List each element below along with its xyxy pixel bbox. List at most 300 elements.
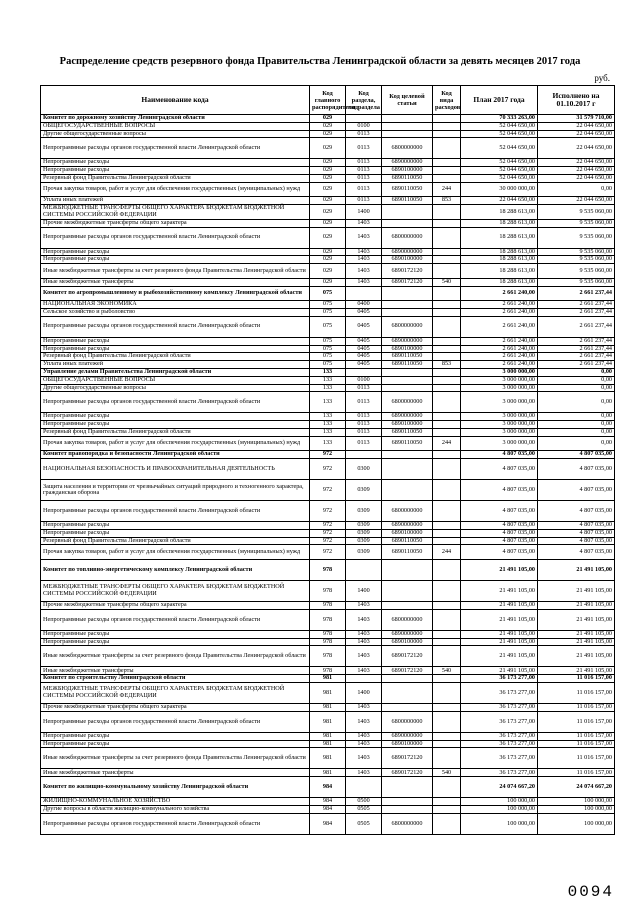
cell-name: Уплата иных платежей bbox=[41, 361, 310, 369]
cell-name: Комитет по жилищно-коммунальному хозяйству Ленинградской области bbox=[41, 777, 310, 798]
cell-name: Непрограммные расходы bbox=[41, 638, 310, 646]
table-row bbox=[41, 451, 615, 459]
cell-name: Прочая закупка товаров, работ и услуг для обеспечения государственных (муниципальных) нужд bbox=[41, 545, 310, 560]
cell-grbs: 978 bbox=[310, 560, 346, 581]
cell-razdel: 0113 bbox=[346, 436, 382, 451]
cell-vr bbox=[433, 560, 461, 581]
cell-csr bbox=[382, 301, 433, 309]
cell-csr: 6800000000 bbox=[382, 138, 433, 159]
cell-name: Непрограммные расходы органов государственной власти Ленинградской области bbox=[41, 392, 310, 413]
cell-name: Резервный фонд Правительства Ленинградской области bbox=[41, 353, 310, 361]
cell-csr bbox=[382, 122, 433, 130]
cell-grbs: 029 bbox=[310, 182, 346, 197]
cell-vr bbox=[433, 376, 461, 384]
cell-vr bbox=[433, 337, 461, 345]
document-title: Распределение средств резервного фонда Правительства Ленинградской области за девять месяцев 2017 года bbox=[59, 56, 581, 67]
cell-exec: 4 807 035,00 bbox=[538, 529, 615, 537]
cell-vr bbox=[433, 308, 461, 316]
header-plan: План 2017 года bbox=[461, 86, 538, 115]
cell-grbs: 029 bbox=[310, 122, 346, 130]
cell-exec: 11 016 157,00 bbox=[538, 769, 615, 777]
cell-name: Непрограммные расходы bbox=[41, 345, 310, 353]
cell-vr: 853 bbox=[433, 197, 461, 205]
cell-exec: 11 016 157,00 bbox=[538, 740, 615, 748]
cell-razdel: 1403 bbox=[346, 711, 382, 732]
cell-name: Непрограммные расходы органов государственной власти Ленинградской области bbox=[41, 138, 310, 159]
table-row bbox=[41, 501, 615, 522]
cell-plan: 2 661 240,00 bbox=[461, 308, 538, 316]
cell-grbs: 075 bbox=[310, 316, 346, 337]
cell-name: НАЦИОНАЛЬНАЯ БЕЗОПАСНОСТЬ И ПРАВООХРАНИТЕЛЬНАЯ ДЕЯТЕЛЬНОСТЬ bbox=[41, 459, 310, 480]
cell-csr: 6890110050 bbox=[382, 537, 433, 545]
cell-grbs: 029 bbox=[310, 264, 346, 279]
cell-razdel: 0113 bbox=[346, 159, 382, 167]
cell-razdel: 1403 bbox=[346, 248, 382, 256]
cell-vr bbox=[433, 130, 461, 138]
cell-vr bbox=[433, 602, 461, 610]
cell-exec: 0,00 bbox=[538, 368, 615, 376]
cell-csr: 6890100000 bbox=[382, 638, 433, 646]
cell-grbs: 029 bbox=[310, 130, 346, 138]
cell-plan: 2 661 240,00 bbox=[461, 301, 538, 309]
table-row bbox=[41, 174, 615, 182]
cell-csr: 6800000000 bbox=[382, 711, 433, 732]
cell-razdel: 1403 bbox=[346, 740, 382, 748]
cell-csr bbox=[382, 384, 433, 392]
cell-csr: 6890110050 bbox=[382, 428, 433, 436]
cell-vr bbox=[433, 384, 461, 392]
cell-grbs: 978 bbox=[310, 638, 346, 646]
cell-name: Непрограммные расходы bbox=[41, 740, 310, 748]
cell-name: Прочая закупка товаров, работ и услуг для обеспечения государственных (муниципальных) нужд bbox=[41, 182, 310, 197]
cell-plan: 100 000,00 bbox=[461, 806, 538, 814]
cell-razdel: 0113 bbox=[346, 421, 382, 429]
cell-plan: 52 044 650,00 bbox=[461, 159, 538, 167]
cell-grbs: 981 bbox=[310, 769, 346, 777]
cell-grbs: 133 bbox=[310, 413, 346, 421]
cell-csr: 6890000000 bbox=[382, 630, 433, 638]
cell-vr bbox=[433, 219, 461, 227]
cell-vr bbox=[433, 777, 461, 798]
cell-grbs: 972 bbox=[310, 459, 346, 480]
cell-plan: 18 288 613,00 bbox=[461, 227, 538, 248]
cell-name: Непрограммные расходы bbox=[41, 529, 310, 537]
cell-plan: 4 807 035,00 bbox=[461, 522, 538, 530]
cell-exec: 0,00 bbox=[538, 182, 615, 197]
cell-exec: 11 016 157,00 bbox=[538, 732, 615, 740]
table-row bbox=[41, 675, 615, 683]
cell-csr: 6890100000 bbox=[382, 256, 433, 264]
cell-plan: 4 807 035,00 bbox=[461, 537, 538, 545]
cell-name: Иные межбюджетные трансферты bbox=[41, 278, 310, 286]
cell-grbs: 981 bbox=[310, 748, 346, 769]
table-row bbox=[41, 286, 615, 301]
cell-name: Другие общегосударственные вопросы bbox=[41, 384, 310, 392]
cell-csr bbox=[382, 308, 433, 316]
cell-exec: 0,00 bbox=[538, 392, 615, 413]
cell-razdel: 0100 bbox=[346, 122, 382, 130]
table-header-row bbox=[41, 86, 615, 115]
cell-csr: 6890000000 bbox=[382, 522, 433, 530]
cell-razdel: 0113 bbox=[346, 167, 382, 175]
cell-csr: 6890172120 bbox=[382, 264, 433, 279]
cell-name: Непрограммные расходы органов государственной власти Ленинградской области bbox=[41, 711, 310, 732]
cell-exec: 9 535 060,00 bbox=[538, 248, 615, 256]
cell-grbs: 075 bbox=[310, 353, 346, 361]
cell-vr bbox=[433, 646, 461, 667]
cell-plan: 36 173 277,00 bbox=[461, 740, 538, 748]
cell-vr bbox=[433, 392, 461, 413]
cell-name: МЕЖБЮДЖЕТНЫЕ ТРАНСФЕРТЫ ОБЩЕГО ХАРАКТЕРА БЮДЖЕТАМ БЮДЖЕТНОЙ СИСТЕМЫ РОССИЙСКОЙ ФЕДЕРАЦИИ bbox=[41, 581, 310, 602]
cell-plan: 18 288 613,00 bbox=[461, 264, 538, 279]
cell-vr bbox=[433, 264, 461, 279]
cell-vr bbox=[433, 159, 461, 167]
cell-plan: 36 173 277,00 bbox=[461, 711, 538, 732]
table-row bbox=[41, 813, 615, 834]
header-grbs: Код главного распорядителя bbox=[310, 86, 346, 115]
cell-name: Непрограммные расходы bbox=[41, 413, 310, 421]
cell-exec: 2 661 237,44 bbox=[538, 337, 615, 345]
cell-plan: 3 000 000,00 bbox=[461, 392, 538, 413]
cell-vr: 540 bbox=[433, 278, 461, 286]
cell-razdel: 0300 bbox=[346, 459, 382, 480]
cell-vr bbox=[433, 459, 461, 480]
cell-grbs: 133 bbox=[310, 376, 346, 384]
cell-plan: 21 491 105,00 bbox=[461, 609, 538, 630]
cell-csr: 6800000000 bbox=[382, 227, 433, 248]
table-row bbox=[41, 264, 615, 279]
cell-razdel: 0309 bbox=[346, 480, 382, 501]
cell-grbs: 029 bbox=[310, 115, 346, 123]
cell-vr bbox=[433, 122, 461, 130]
cell-csr: 6800000000 bbox=[382, 316, 433, 337]
cell-exec: 22 044 650,00 bbox=[538, 122, 615, 130]
cell-grbs: 981 bbox=[310, 740, 346, 748]
cell-plan: 36 173 277,00 bbox=[461, 704, 538, 712]
cell-razdel: 0113 bbox=[346, 384, 382, 392]
cell-vr bbox=[433, 748, 461, 769]
cell-exec: 0,00 bbox=[538, 428, 615, 436]
cell-exec: 9 535 060,00 bbox=[538, 278, 615, 286]
cell-vr: 244 bbox=[433, 545, 461, 560]
cell-grbs: 981 bbox=[310, 704, 346, 712]
cell-plan: 3 000 000,00 bbox=[461, 428, 538, 436]
cell-plan: 2 661 240,00 bbox=[461, 353, 538, 361]
cell-plan: 2 661 240,00 bbox=[461, 345, 538, 353]
cell-plan: 36 173 277,00 bbox=[461, 769, 538, 777]
cell-vr bbox=[433, 630, 461, 638]
cell-grbs: 978 bbox=[310, 667, 346, 675]
cell-grbs: 133 bbox=[310, 392, 346, 413]
cell-csr: 6890172120 bbox=[382, 667, 433, 675]
cell-razdel: 0113 bbox=[346, 130, 382, 138]
cell-plan: 2 661 240,00 bbox=[461, 286, 538, 301]
cell-razdel bbox=[346, 286, 382, 301]
cell-razdel: 0309 bbox=[346, 545, 382, 560]
cell-csr: 6800000000 bbox=[382, 392, 433, 413]
cell-grbs: 981 bbox=[310, 675, 346, 683]
cell-exec: 0,00 bbox=[538, 384, 615, 392]
cell-name: Управление делами Правительства Ленинградской области bbox=[41, 368, 310, 376]
cell-plan: 18 288 613,00 bbox=[461, 219, 538, 227]
table-row bbox=[41, 638, 615, 646]
cell-razdel: 1403 bbox=[346, 609, 382, 630]
table-row bbox=[41, 278, 615, 286]
cell-name: Резервный фонд Правительства Ленинградской области bbox=[41, 428, 310, 436]
cell-exec: 2 661 237,44 bbox=[538, 301, 615, 309]
cell-grbs: 978 bbox=[310, 646, 346, 667]
cell-exec: 11 016 157,00 bbox=[538, 748, 615, 769]
cell-csr: 6890110050 bbox=[382, 436, 433, 451]
cell-name: Другие общегосударственные вопросы bbox=[41, 130, 310, 138]
cell-razdel: 1400 bbox=[346, 683, 382, 704]
cell-vr: 853 bbox=[433, 361, 461, 369]
cell-grbs: 972 bbox=[310, 501, 346, 522]
table-row bbox=[41, 436, 615, 451]
cell-vr bbox=[433, 683, 461, 704]
cell-vr bbox=[433, 675, 461, 683]
cell-name: Комитет по строительству Ленинградской области bbox=[41, 675, 310, 683]
cell-exec: 4 807 035,00 bbox=[538, 451, 615, 459]
cell-grbs: 133 bbox=[310, 436, 346, 451]
cell-plan: 36 173 277,00 bbox=[461, 683, 538, 704]
cell-plan: 4 807 035,00 bbox=[461, 545, 538, 560]
cell-csr: 6890000000 bbox=[382, 248, 433, 256]
cell-csr: 6800000000 bbox=[382, 501, 433, 522]
cell-plan: 3 000 000,00 bbox=[461, 376, 538, 384]
cell-grbs: 978 bbox=[310, 602, 346, 610]
cell-plan: 4 807 035,00 bbox=[461, 451, 538, 459]
cell-exec: 100 000,00 bbox=[538, 813, 615, 834]
cell-vr bbox=[433, 501, 461, 522]
cell-vr bbox=[433, 421, 461, 429]
cell-exec: 2 661 237,44 bbox=[538, 353, 615, 361]
cell-name: Непрограммные расходы органов государственной власти Ленинградской области bbox=[41, 609, 310, 630]
cell-grbs: 029 bbox=[310, 219, 346, 227]
cell-csr: 6890000000 bbox=[382, 732, 433, 740]
cell-csr: 6890000000 bbox=[382, 413, 433, 421]
cell-plan: 3 000 000,00 bbox=[461, 368, 538, 376]
cell-exec: 11 016 157,00 bbox=[538, 675, 615, 683]
cell-razdel: 1403 bbox=[346, 227, 382, 248]
table-row bbox=[41, 560, 615, 581]
cell-vr bbox=[433, 798, 461, 806]
cell-razdel: 0113 bbox=[346, 392, 382, 413]
cell-vr bbox=[433, 286, 461, 301]
cell-name: ЖИЛИЩНО-КОММУНАЛЬНОЕ ХОЗЯЙСТВО bbox=[41, 798, 310, 806]
cell-name: Прочие межбюджетные трансферты общего характера bbox=[41, 602, 310, 610]
table-row bbox=[41, 769, 615, 777]
cell-name: Непрограммные расходы bbox=[41, 256, 310, 264]
cell-grbs: 133 bbox=[310, 421, 346, 429]
table-row bbox=[41, 630, 615, 638]
cell-grbs: 972 bbox=[310, 537, 346, 545]
header-name: Наименование кода bbox=[41, 86, 310, 115]
cell-grbs: 075 bbox=[310, 286, 346, 301]
cell-plan: 4 807 035,00 bbox=[461, 459, 538, 480]
cell-plan: 36 173 277,00 bbox=[461, 675, 538, 683]
cell-razdel: 1403 bbox=[346, 602, 382, 610]
cell-csr: 6890110050 bbox=[382, 182, 433, 197]
table-row bbox=[41, 609, 615, 630]
cell-plan: 21 491 105,00 bbox=[461, 667, 538, 675]
cell-grbs: 978 bbox=[310, 609, 346, 630]
cell-name: Непрограммные расходы органов государственной власти Ленинградской области bbox=[41, 501, 310, 522]
table-row bbox=[41, 732, 615, 740]
cell-razdel: 0309 bbox=[346, 537, 382, 545]
cell-exec: 9 535 060,00 bbox=[538, 264, 615, 279]
cell-name: ОБЩЕГОСУДАРСТВЕННЫЕ ВОПРОСЫ bbox=[41, 122, 310, 130]
cell-csr bbox=[382, 777, 433, 798]
table-row bbox=[41, 384, 615, 392]
cell-plan: 52 044 650,00 bbox=[461, 167, 538, 175]
cell-plan: 3 000 000,00 bbox=[461, 436, 538, 451]
cell-grbs: 972 bbox=[310, 545, 346, 560]
cell-exec: 22 044 650,00 bbox=[538, 167, 615, 175]
cell-vr bbox=[433, 115, 461, 123]
cell-grbs: 029 bbox=[310, 205, 346, 220]
cell-csr: 6890172120 bbox=[382, 646, 433, 667]
cell-csr bbox=[382, 115, 433, 123]
cell-csr: 6890172120 bbox=[382, 769, 433, 777]
table-row bbox=[41, 704, 615, 712]
cell-exec: 4 807 035,00 bbox=[538, 522, 615, 530]
cell-plan: 4 807 035,00 bbox=[461, 480, 538, 501]
table-row bbox=[41, 602, 615, 610]
cell-razdel bbox=[346, 451, 382, 459]
cell-razdel bbox=[346, 560, 382, 581]
cell-exec: 4 807 035,00 bbox=[538, 480, 615, 501]
cell-exec: 100 000,00 bbox=[538, 806, 615, 814]
cell-csr: 6890000000 bbox=[382, 337, 433, 345]
cell-razdel: 1403 bbox=[346, 638, 382, 646]
cell-name: Прочие межбюджетные трансферты общего характера bbox=[41, 704, 310, 712]
cell-plan: 100 000,00 bbox=[461, 813, 538, 834]
cell-grbs: 029 bbox=[310, 159, 346, 167]
cell-grbs: 133 bbox=[310, 368, 346, 376]
cell-name: Непрограммные расходы bbox=[41, 630, 310, 638]
cell-csr bbox=[382, 451, 433, 459]
cell-exec: 22 044 650,00 bbox=[538, 159, 615, 167]
cell-csr bbox=[382, 704, 433, 712]
table-body bbox=[41, 115, 615, 835]
cell-vr bbox=[433, 537, 461, 545]
cell-exec: 9 535 060,00 bbox=[538, 219, 615, 227]
cell-grbs: 029 bbox=[310, 197, 346, 205]
cell-csr: 6890110050 bbox=[382, 197, 433, 205]
table-row bbox=[41, 138, 615, 159]
cell-grbs: 972 bbox=[310, 480, 346, 501]
cell-razdel: 0309 bbox=[346, 529, 382, 537]
cell-exec: 11 016 157,00 bbox=[538, 683, 615, 704]
cell-exec: 21 491 105,00 bbox=[538, 602, 615, 610]
cell-name: Непрограммные расходы органов государственной власти Ленинградской области bbox=[41, 813, 310, 834]
table-row bbox=[41, 219, 615, 227]
cell-grbs: 075 bbox=[310, 361, 346, 369]
cell-csr: 6890172120 bbox=[382, 278, 433, 286]
cell-razdel: 0505 bbox=[346, 806, 382, 814]
cell-name: Другие вопросы в области жилищно-коммунального хозяйства bbox=[41, 806, 310, 814]
cell-vr bbox=[433, 806, 461, 814]
cell-exec: 0,00 bbox=[538, 436, 615, 451]
cell-grbs: 972 bbox=[310, 451, 346, 459]
cell-name: Прочая закупка товаров, работ и услуг для обеспечения государственных (муниципальных) нужд bbox=[41, 436, 310, 451]
cell-plan: 21 491 105,00 bbox=[461, 638, 538, 646]
cell-grbs: 029 bbox=[310, 278, 346, 286]
cell-grbs: 984 bbox=[310, 806, 346, 814]
cell-name: Резервный фонд Правительства Ленинградской области bbox=[41, 537, 310, 545]
cell-razdel: 0113 bbox=[346, 174, 382, 182]
cell-name: МЕЖБЮДЖЕТНЫЕ ТРАНСФЕРТЫ ОБЩЕГО ХАРАКТЕРА БЮДЖЕТАМ БЮДЖЕТНОЙ СИСТЕМЫ РОССИЙСКОЙ ФЕДЕРАЦИИ bbox=[41, 205, 310, 220]
cell-exec: 24 074 667,20 bbox=[538, 777, 615, 798]
cell-exec: 2 661 237,44 bbox=[538, 308, 615, 316]
cell-grbs: 075 bbox=[310, 345, 346, 353]
table-row bbox=[41, 545, 615, 560]
header-csr: Код целевой статьи bbox=[382, 86, 433, 115]
cell-vr bbox=[433, 256, 461, 264]
table-row bbox=[41, 428, 615, 436]
cell-csr: 6890110050 bbox=[382, 174, 433, 182]
cell-exec: 4 807 035,00 bbox=[538, 537, 615, 545]
cell-exec: 21 491 105,00 bbox=[538, 560, 615, 581]
cell-vr bbox=[433, 227, 461, 248]
cell-plan: 30 000 000,00 bbox=[461, 182, 538, 197]
cell-csr: 6890100000 bbox=[382, 421, 433, 429]
cell-vr bbox=[433, 529, 461, 537]
cell-plan: 36 173 277,00 bbox=[461, 748, 538, 769]
table-row bbox=[41, 537, 615, 545]
cell-exec: 4 807 035,00 bbox=[538, 459, 615, 480]
cell-name: Защита населения и территории от чрезвычайных ситуаций природного и техногенного характера, гражданская оборона bbox=[41, 480, 310, 501]
cell-grbs: 981 bbox=[310, 711, 346, 732]
cell-csr bbox=[382, 480, 433, 501]
cell-grbs: 978 bbox=[310, 630, 346, 638]
cell-csr bbox=[382, 675, 433, 683]
cell-vr bbox=[433, 451, 461, 459]
cell-vr bbox=[433, 740, 461, 748]
cell-plan: 3 000 000,00 bbox=[461, 384, 538, 392]
cell-csr: 6890110050 bbox=[382, 545, 433, 560]
cell-razdel: 1403 bbox=[346, 732, 382, 740]
cell-exec: 2 661 237,44 bbox=[538, 361, 615, 369]
cell-razdel: 0113 bbox=[346, 428, 382, 436]
cell-razdel: 1403 bbox=[346, 219, 382, 227]
cell-grbs: 029 bbox=[310, 174, 346, 182]
cell-csr: 6890100000 bbox=[382, 345, 433, 353]
cell-plan: 2 661 240,00 bbox=[461, 316, 538, 337]
cell-razdel: 0100 bbox=[346, 376, 382, 384]
cell-razdel: 0405 bbox=[346, 308, 382, 316]
cell-plan: 52 044 650,00 bbox=[461, 122, 538, 130]
cell-vr bbox=[433, 316, 461, 337]
table-row bbox=[41, 337, 615, 345]
table-row bbox=[41, 740, 615, 748]
cell-grbs: 029 bbox=[310, 256, 346, 264]
cell-razdel: 0309 bbox=[346, 501, 382, 522]
cell-plan: 21 491 105,00 bbox=[461, 630, 538, 638]
cell-name: Непрограммные расходы bbox=[41, 167, 310, 175]
cell-razdel: 0405 bbox=[346, 361, 382, 369]
cell-vr bbox=[433, 138, 461, 159]
cell-vr bbox=[433, 813, 461, 834]
header-exec: Исполнено на 01.10.2017 г bbox=[538, 86, 615, 115]
cell-name: Непрограммные расходы органов государственной власти Ленинградской области bbox=[41, 316, 310, 337]
cell-csr: 6890110050 bbox=[382, 361, 433, 369]
cell-exec: 100 000,00 bbox=[538, 798, 615, 806]
cell-razdel: 1403 bbox=[346, 630, 382, 638]
cell-plan: 52 044 650,00 bbox=[461, 174, 538, 182]
cell-exec: 0,00 bbox=[538, 413, 615, 421]
